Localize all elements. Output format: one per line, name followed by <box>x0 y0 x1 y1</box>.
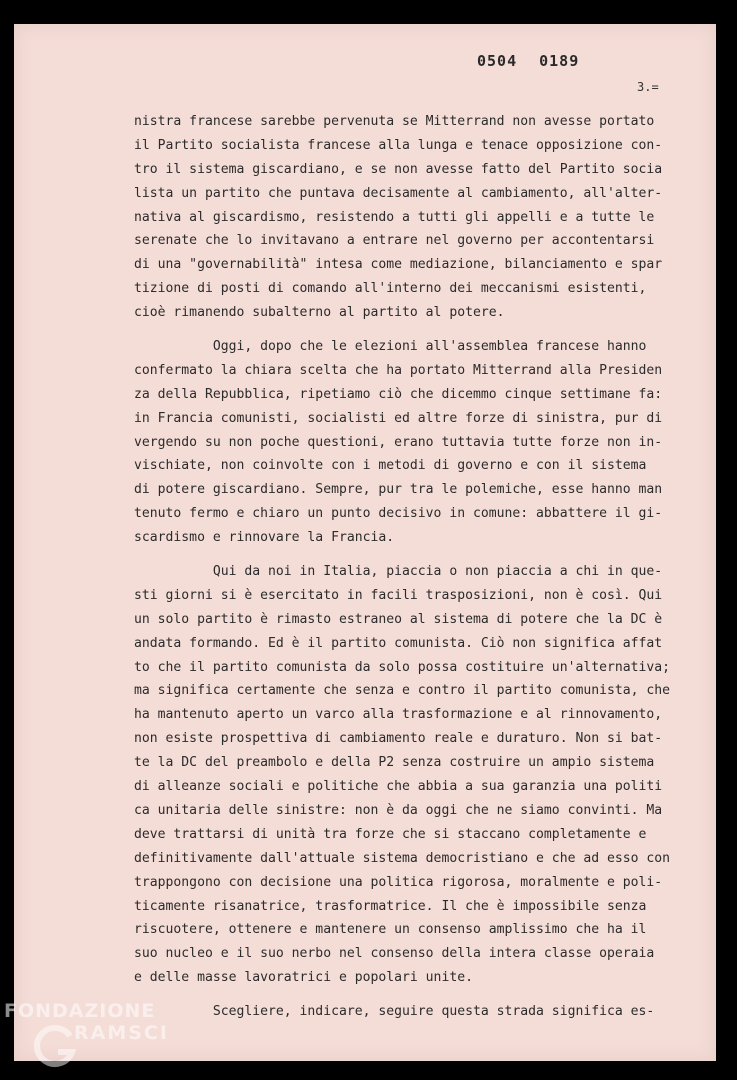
paragraph-gap <box>134 990 674 1000</box>
text-line: cioè rimanendo subalterno al partito al potere. <box>134 305 505 321</box>
text-line: to che il partito comunista da solo possa costituire un'alternativa; <box>134 659 671 675</box>
text-line: ticamente risanatrice, trasformatrice. Il che è impossibile senza <box>134 898 647 914</box>
text-line: e delle masse lavoratrici e popolari unite. <box>134 970 473 986</box>
text-line: riscuotere, ottenere e mantenere un consenso amplissimo che ha il <box>134 922 647 938</box>
text-line: di una "governabilità" intesa come mediazione, bilanciamento e spar <box>134 257 663 273</box>
text-line: tro il sistema giscardiano, e se non avesse fatto del Partito socia <box>134 161 663 177</box>
text-line: serenate che lo invitavano a entrare nel governo per accontentarsi <box>134 233 655 249</box>
text-line: non esiste prospettiva di cambiamento reale e duraturo. Non si bat- <box>134 731 663 747</box>
paragraph-gap <box>134 325 674 335</box>
text-line: confermato la chiara scelta che ha portato Mitterrand alla Presiden <box>134 362 663 378</box>
text-line: sti giorni si è esercitato in facili trasposizioni, non è così. Qui <box>134 587 663 603</box>
archive-number-right: 0189 <box>539 52 580 70</box>
text-line: tizione di posti di comando all'interno dei meccanismi esistenti, <box>134 281 647 297</box>
text-line: trappongono con decisione una politica rigorosa, moralmente e poli- <box>134 874 663 890</box>
text-line: Qui da noi in Italia, piaccia o non piaccia a chi in que- <box>134 564 663 580</box>
text-line: suo nucleo e il suo nerbo nel consenso della intera classe operaia <box>134 946 655 962</box>
text-line: il Partito socialista francese alla lunga e tenace opposizione con- <box>134 137 663 153</box>
body-text <box>134 110 674 1024</box>
text-line: lista un partito che puntava decisamente al cambiamento, all'alter- <box>134 185 663 201</box>
text-line: definitivamente dall'attuale sistema democristiano e che ad esso con <box>134 850 671 866</box>
paragraph-gap <box>134 550 674 560</box>
text-line: ha mantenuto aperto un varco alla trasformazione e al rinnovamento, <box>134 707 663 723</box>
text-line: di potere giscardiano. Sempre, pur tra le polemiche, esse hanno man <box>134 482 663 498</box>
archive-number <box>477 52 579 70</box>
archive-number-left: 0504 <box>477 52 518 70</box>
watermark <box>4 1000 169 1044</box>
text-line: in Francia comunisti, socialisti ed altre forze di sinistra, pur di <box>134 410 663 426</box>
text-line: za della Repubblica, ripetiamo ciò che dicemmo cinque settimane fa: <box>134 386 663 402</box>
text-line: Oggi, dopo che le elezioni all'assemblea francese hanno <box>134 339 647 355</box>
text-line: ma significa certamente che senza e contro il partito comunista, che <box>134 683 671 699</box>
watermark-line-2: RAMSCI <box>74 1022 169 1044</box>
text-line: ca unitaria delle sinistre: non è da oggi che ne siamo convinti. Ma <box>134 802 663 818</box>
text-line: nistra francese sarebbe pervenuta se Mitterrand non avesse portato <box>134 114 655 129</box>
text-line: scardismo e rinnovare la Francia. <box>134 530 395 546</box>
text-line: nativa al giscardismo, resistendo a tutti gli appelli e a tutte le <box>134 209 655 225</box>
text-line: vergendo su non poche questioni, erano tuttavia tutte forze non in- <box>134 434 663 450</box>
text-line: tenuto fermo e chiaro un punto decisivo in comune: abbattere il gi- <box>134 506 663 522</box>
text-line: Scegliere, indicare, seguire questa strada significa es- <box>134 1004 655 1020</box>
text-line: un solo partito è rimasto estraneo al sistema di potere che la DC è <box>134 611 663 627</box>
text-line: vischiate, non coinvolte con i metodi di governo e con il sistema <box>134 458 647 474</box>
page-number: 3.= <box>637 80 659 94</box>
watermark-line-1: FONDAZIONE <box>4 1000 156 1022</box>
text-line: deve trattarsi di unità tra forze che si staccano completamente e <box>134 826 647 842</box>
text-line: di alleanze sociali e politiche che abbia a sua garanzia una politi <box>134 779 663 795</box>
text-line: te la DC del preambolo e della P2 senza costruire un ampio sistema <box>134 755 655 771</box>
text-line: andata formando. Ed è il partito comunista. Ciò non significa affat <box>134 635 663 651</box>
